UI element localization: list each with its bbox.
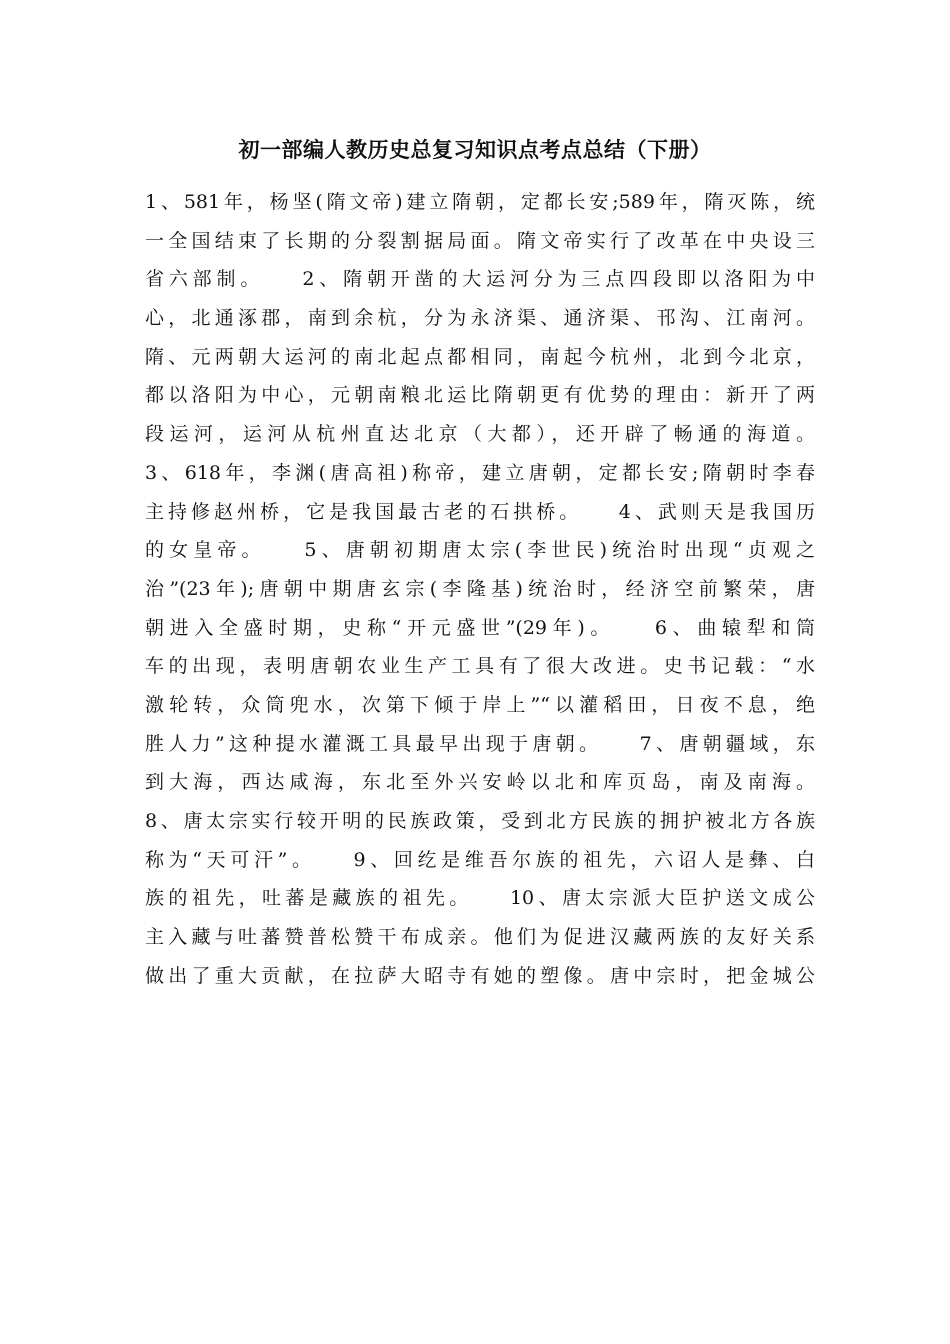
- text-line: 心，北通涿郡，南到余杭，分为永济渠、通济渠、邗沟、江南河。: [145, 307, 815, 330]
- text-line: 一全国结束了长期的分裂割据局面。隋文帝实行了改革在中央设三: [145, 229, 815, 252]
- document-title: 初一部编人教历史总复习知识点考点总结（下册）: [238, 138, 712, 162]
- text-line: 都以洛阳为中心，元朝南粮北运比隋朝更有优势的理由：新开了两: [145, 384, 815, 407]
- text-line: 主入藏与吐蕃赞普松赞干布成亲。他们为促进汉藏两族的友好关系: [145, 926, 815, 949]
- text-line: 隋、元两朝大运河的南北起点都相同，南起今杭州，北到今北京，: [145, 345, 815, 368]
- document-body: [145, 183, 815, 995]
- text-line: 车的出现，表明唐朝农业生产工具有了很大改进。史书记载：“水: [145, 655, 815, 678]
- text-line: 的女皇帝。 5、唐朝初期唐太宗(李世民)统治时出现“贞观之: [145, 539, 815, 562]
- text-line: 段运河，运河从杭州直达北京（大都），还开辟了畅通的海道。: [145, 423, 815, 446]
- text-line: 胜人力”这种提水灌溉工具最早出现于唐朝。 7、唐朝疆域，东: [145, 732, 815, 755]
- text-line: 到大海，西达咸海，东北至外兴安岭以北和库页岛，南及南海。: [145, 771, 815, 794]
- text-line: 8、唐太宗实行较开明的民族政策，受到北方民族的拥护被北方各族: [145, 810, 815, 832]
- text-line: 省六部制。 2、隋朝开凿的大运河分为三点四段即以洛阳为中: [145, 268, 815, 291]
- text-line: 1、581年，杨坚(隋文帝)建立隋朝，定都长安;589年，隋灭陈，统: [145, 191, 815, 213]
- text-line: 激轮转，众筒兜水，次第下倾于岸上”“以灌稻田，日夜不息，绝: [145, 693, 815, 716]
- text-line: 朝进入全盛时期，史称“开元盛世”(29年)。 6、曲辕犁和筒: [145, 616, 815, 639]
- text-line: 治”(23年);唐朝中期唐玄宗(李隆基)统治时，经济空前繁荣，唐: [145, 577, 815, 600]
- text-line: 称为“天可汗”。 9、回纥是维吾尔族的祖先，六诏人是彝、白: [145, 848, 815, 871]
- text-line: 主持修赵州桥，它是我国最古老的石拱桥。 4、武则天是我国历: [145, 500, 815, 523]
- text-line: 族的祖先，吐蕃是藏族的祖先。 10、唐太宗派大臣护送文成公: [145, 887, 815, 910]
- text-line: 3、618年，李渊(唐高祖)称帝，建立唐朝，定都长安;隋朝时李春: [145, 461, 815, 484]
- text-line: 做出了重大贡献，在拉萨大昭寺有她的塑像。唐中宗时，把金城公: [145, 964, 815, 987]
